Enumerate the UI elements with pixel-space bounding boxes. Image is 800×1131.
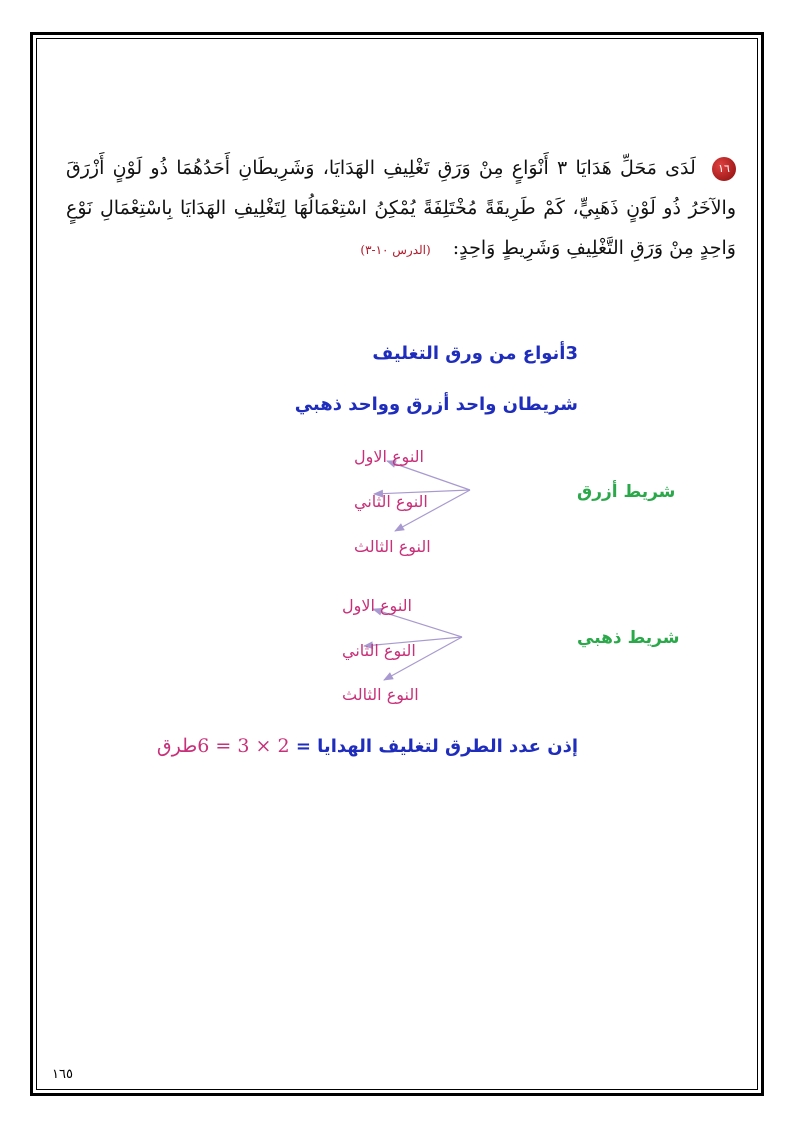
lesson-reference: (الدرس ١٠-٣) — [360, 243, 431, 257]
blue-type-2-label: النوع الثاني — [354, 492, 428, 511]
blue-type-3-label: النوع الثالث — [354, 537, 431, 556]
answer-line-ribbons: شريطان واحد أزرق وواحد ذهبي — [294, 394, 578, 415]
blue-type-1-label: النوع الاول — [354, 447, 424, 466]
ribbon-label-gold: شريط ذهبي — [577, 628, 680, 648]
gold-type-2-label: النوع الثاني — [342, 641, 416, 660]
ribbon-label-blue: شريط أزرق — [577, 482, 676, 502]
conclusion-text: إذن عدد الطرق لتغليف الهدايا = — [295, 736, 578, 757]
question-number-badge: ١٦ — [712, 157, 736, 181]
conclusion-line — [157, 735, 578, 757]
page-number: ١٦٥ — [52, 1067, 73, 1082]
problem-text: لَدَى مَحَلِّ هَدَايَا ٣ أَنْوَاعٍ مِنْ وَرَقِ تَغْلِيفِ الهَدَايَا، وَشَرِيطَانِ أَحَدُهُمَا ذُو لَوْنٍ أَزْرَقَ والآخَرُ ذُو لَوْنٍ ذَهَبِيٍّ، كَمْ طَرِيقَةً مُخْتَلِفَةً يُمْكِنُ اسْتِعْمَالُهَا لِتَغْلِيفِ الهَدَايَا بِاسْتِعْمَالِ نَوْعٍ وَاحِدٍ مِنْ وَرَقِ التَّغْلِيفِ وَشَرِيطٍ وَاحِدٍ: — [66, 157, 736, 259]
gold-type-3-label: النوع الثالث — [342, 685, 419, 704]
answer-line-paper-types: 3أنواع من ورق التغليف — [372, 343, 578, 364]
gold-type-1-label: النوع الاول — [342, 596, 412, 615]
conclusion-equation: 2 × 3 = 6طرق — [156, 735, 290, 757]
